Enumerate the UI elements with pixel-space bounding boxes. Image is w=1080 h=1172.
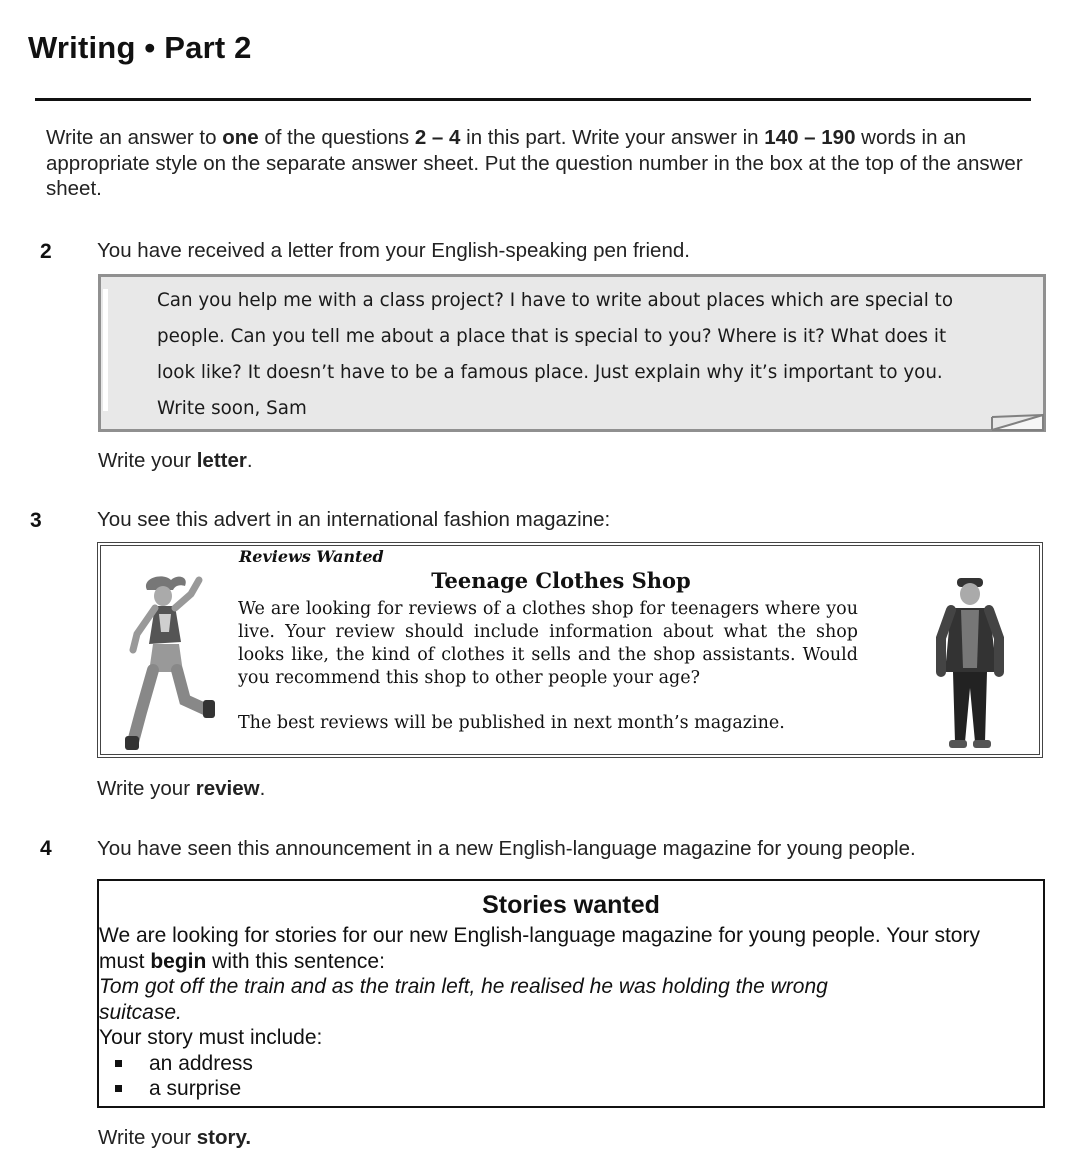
question-number-2: 2 bbox=[40, 240, 52, 263]
dancing-girl-image bbox=[119, 572, 219, 754]
advert-label: Reviews Wanted bbox=[239, 547, 384, 566]
advert-closing-line: The best reviews will be published in next month’s magazine. bbox=[238, 713, 785, 733]
question-3-task: Write your review. bbox=[97, 777, 266, 800]
bullet-icon bbox=[115, 1085, 122, 1092]
letter-margin-bar bbox=[103, 289, 108, 411]
fashion-advert bbox=[97, 542, 1043, 758]
question-3-prompt: You see this advert in an international fashion magazine: bbox=[97, 508, 611, 531]
list-item: a surprise bbox=[99, 1076, 999, 1102]
stories-announcement bbox=[97, 879, 1045, 1108]
question-2-prompt: You have received a letter from your English-speaking pen friend. bbox=[97, 239, 690, 262]
bullet-icon bbox=[115, 1060, 122, 1067]
question-2-task: Write your letter. bbox=[98, 449, 253, 472]
advert-inner-border bbox=[100, 545, 1040, 755]
advert-title: Teenage Clothes Shop bbox=[431, 568, 691, 593]
include-list bbox=[99, 1051, 999, 1102]
letter-signoff: Write soon, Sam bbox=[157, 398, 307, 419]
pen-friend-letter bbox=[98, 274, 1046, 432]
title-divider bbox=[35, 98, 1031, 101]
advert-body: We are looking for reviews of a clothes shop for teenagers where you live. Your review should include information about what the shop looks like, the kind of clothes it sells and the shop assistants. Would you recommend this shop to other people your age? bbox=[238, 599, 858, 688]
teenage-boy-image bbox=[931, 576, 1011, 752]
letter-line: people. Can you tell me about a place that is special to you? Where is it? What does it bbox=[157, 326, 947, 347]
announcement-body bbox=[99, 923, 999, 1102]
letter-line: look like? It doesn’t have to be a famous place. Just explain why it’s important to you. bbox=[157, 362, 943, 383]
story-opening-sentence: Tom got off the train and as the train left, he realised he was holding the wrong suitcase. bbox=[99, 975, 828, 1024]
include-label: Your story must include: bbox=[99, 1026, 323, 1049]
question-number-3: 3 bbox=[30, 509, 42, 532]
page-title: Writing • Part 2 bbox=[28, 30, 252, 65]
question-4-prompt: You have seen this announcement in a new English-language magazine for young people. bbox=[97, 837, 916, 860]
instructions: Write an answer to one of the questions 2 – 4 in this part. Write your answer in 140 – 190 words in an appropriate style on the separate answer sheet. Put the question number in the box at the top of the answer sheet. bbox=[46, 126, 1023, 200]
question-number-4: 4 bbox=[40, 837, 52, 860]
letter-line: Can you help me with a class project? I have to write about places which are special to bbox=[157, 290, 954, 311]
announcement-title: Stories wanted bbox=[482, 891, 660, 919]
letter-body bbox=[157, 283, 997, 427]
question-4-task: Write your story. bbox=[98, 1126, 252, 1149]
list-item: an address bbox=[99, 1051, 999, 1077]
page-fold-icon bbox=[990, 413, 1045, 431]
announcement-intro: We are looking for stories for our new English-language magazine for young people. Your story must begin with this sentence: bbox=[99, 924, 980, 973]
